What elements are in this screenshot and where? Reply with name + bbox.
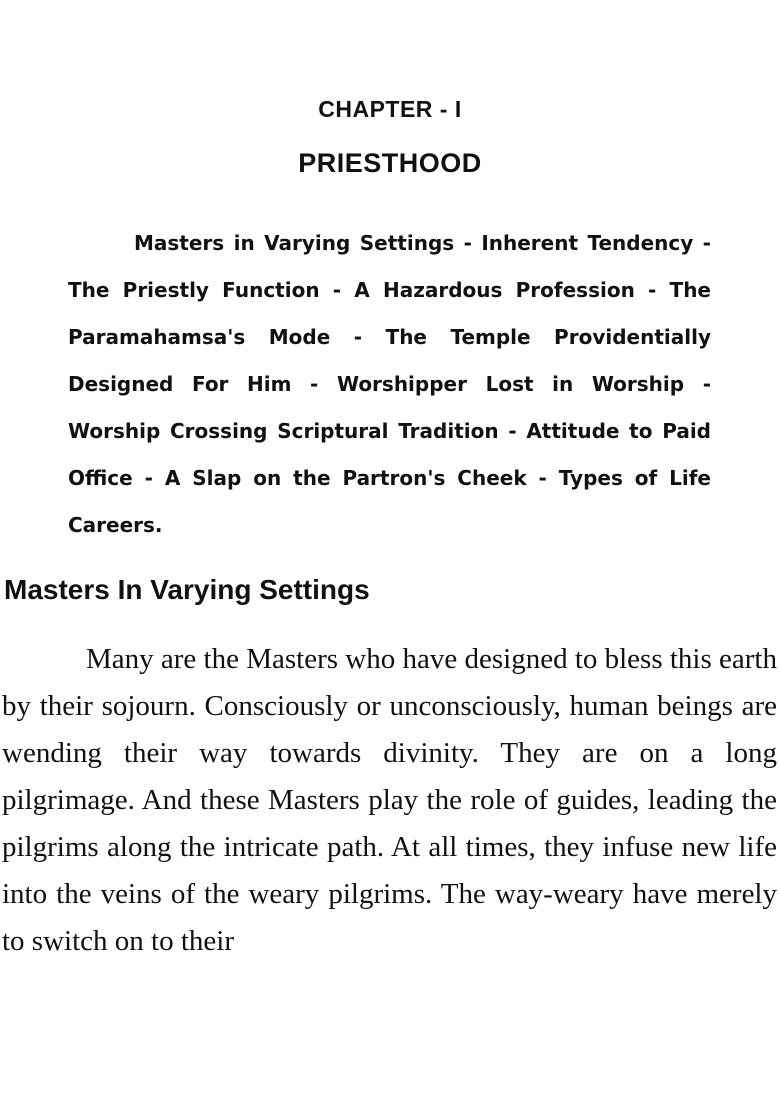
chapter-title: PRIESTHOOD — [298, 148, 482, 178]
section-heading: Masters In Varying Settings — [4, 574, 370, 605]
chapter-label: CHAPTER - I — [318, 96, 462, 122]
body-paragraph: Many are the Masters who have designed to bless this earth by their sojourn. Consciously or unconsciously, human beings are wending their way towards divinity. They are on a long pilgrimage. And these Masters play the role of guides, leading the pilgrims along the intricate path. At all times, they infuse new life into the veins of the weary pilgrims. The way-weary have merely to switch on to their — [2, 643, 777, 957]
chapter-synopsis: Masters in Varying Settings - Inherent Tendency - The Priestly Function - A Hazardous Profession - The Paramahamsa's Mode - The Temple Providentially Designed For Him - Worshipper Lost in Worship - Worship Crossing Scriptural Tradition - Attitude to Paid Office - A Slap on the Partron's Cheek - Types of Life Careers. — [68, 231, 711, 537]
